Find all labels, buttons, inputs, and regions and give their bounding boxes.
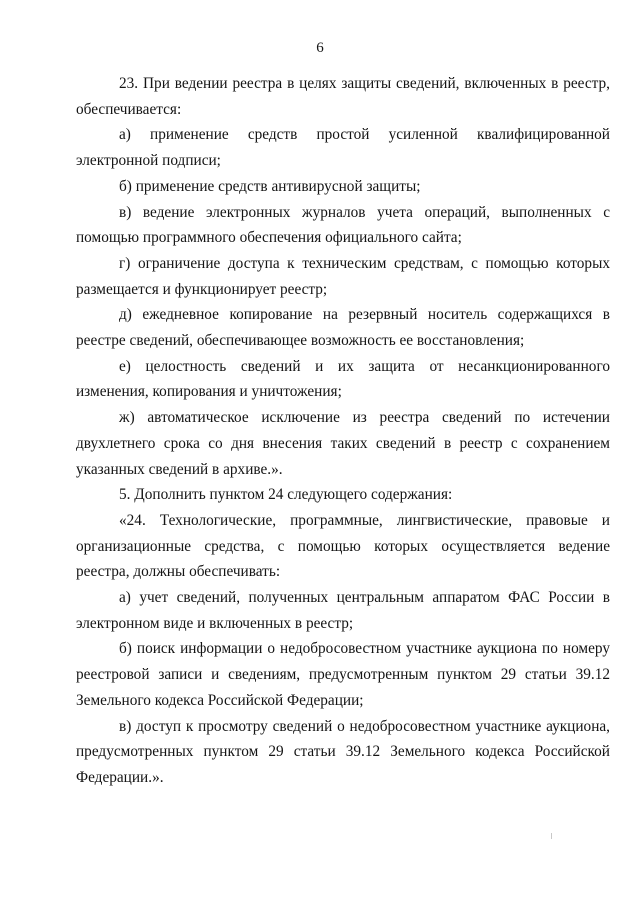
paragraph-23-a: а) применение средств простой усиленной квалифицированной электронной подписи; — [76, 126, 610, 170]
paragraph-23-zh: ж) автоматическое исключение из реестра сведений по истечении двухлетнего срока со дня внесения таких сведений в реестр с сохранением указанных сведений в архиве.». — [76, 409, 610, 478]
paragraph-23-d: д) ежедневное копирование на резервный носитель содержащихся в реестре сведений, обеспечивающее возможность ее восстановления; — [76, 306, 610, 350]
paragraph-23-v: в) ведение электронных журналов учета операций, выполненных с помощью программного обеспечения официального сайта; — [76, 203, 610, 247]
document-body — [76, 71, 610, 791]
paragraph-24-a: а) учет сведений, полученных центральным аппаратом ФАС России в электронном виде и включенных в реестр; — [76, 589, 610, 632]
page-number: 6 — [316, 40, 324, 56]
paragraph-23-g: г) ограничение доступа к техническим средствам, с помощью которых размещается и функционирует реестр; — [76, 254, 610, 298]
paragraph-24-v: в) доступ к просмотру сведений о недобросовестном участнике аукциона, предусмотренных пунктом 29 статьи 39.12 Земельного кодекса Российской Федерации.». — [76, 717, 610, 786]
paragraph-23: 23. При ведении реестра в целях защиты сведений, включенных в реестр, обеспечивается: — [76, 75, 610, 118]
paragraph-23-b: б) применение средств антивирусной защиты; — [119, 177, 421, 195]
paragraph-5: 5. Дополнить пунктом 24 следующего содержания: — [119, 486, 453, 504]
paragraph-23-e: е) целостность сведений и их защита от несанкционированного изменения, копирования и уничтожения; — [76, 357, 610, 401]
paragraph-24: «24. Технологические, программные, лингвистические, правовые и организационные средства, с помощью которых осуществляется ведение реестра, должны обеспечивать: — [76, 511, 610, 581]
paragraph-24-b: б) поиск информации о недобросовестном участнике аукциона по номеру реестровой записи и сведениям, предусмотренным пунктом 29 статьи 39.12 Земельного кодекса Российской Федерации; — [76, 640, 610, 709]
scan-speck — [551, 833, 552, 839]
